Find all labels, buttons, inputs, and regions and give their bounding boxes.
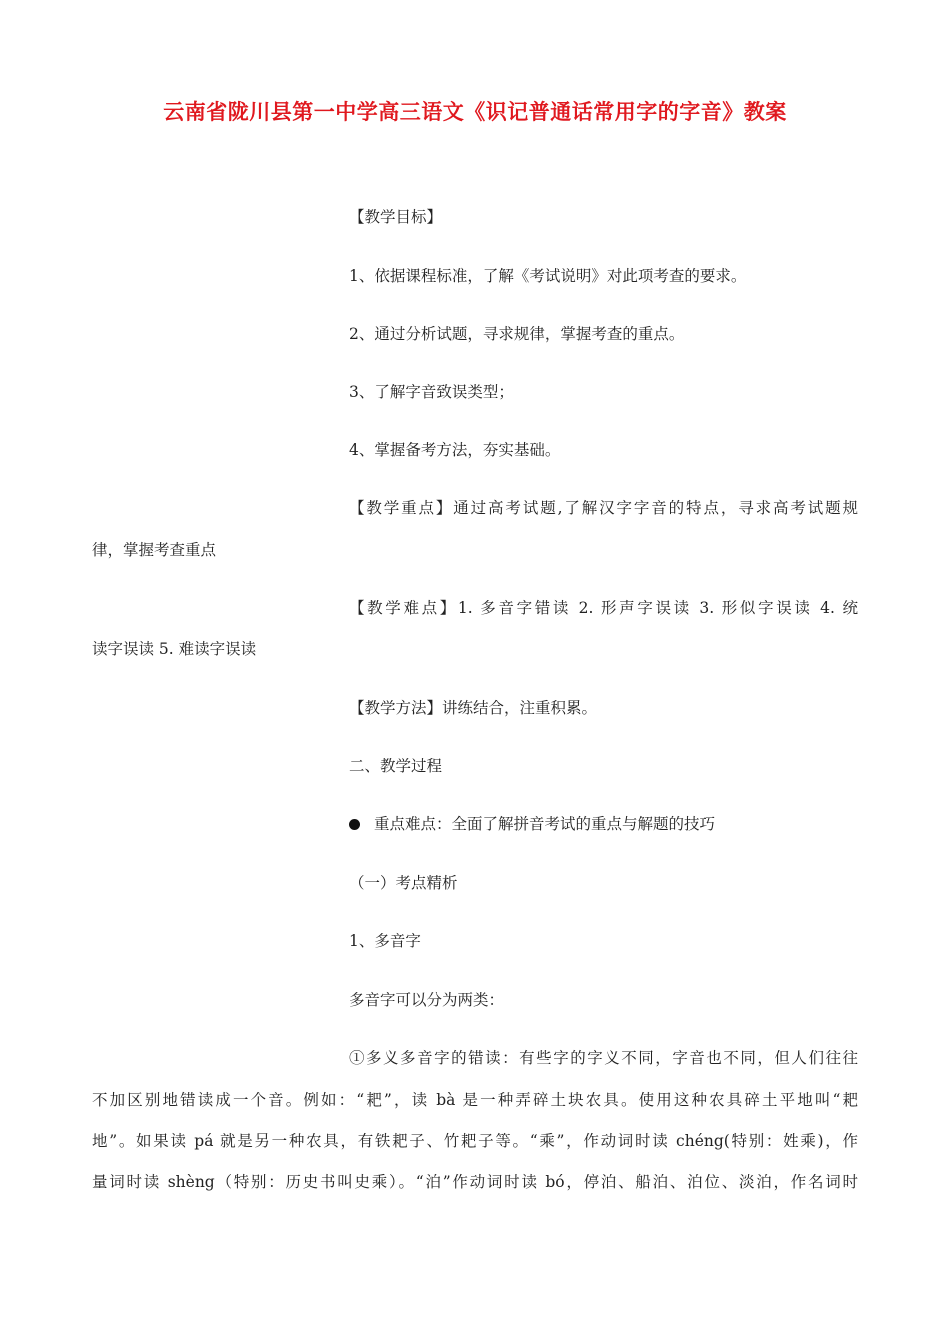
method-line: 【教学方法】讲练结合，注重积累。 [349,699,598,717]
objective-item: 3、了解字音致误类型； [349,383,514,401]
item-heading: 1、多音字 [349,932,421,950]
focus-text: 重点难点：全面了解拼音考试的重点与解题的技巧 [374,815,716,833]
objective-item: 4、掌握备考方法，夯实基础。 [349,441,561,459]
bullet-icon [349,819,360,830]
paragraph-line-1: ①多义多音字的错读：有些字的字义不同，字音也不同，但人们往往 [349,1049,858,1067]
difficulties-line-1: 【教学难点】1. 多音字错读 2. 形声字误读 3. 形似字误读 4. 统 [349,599,858,617]
key-points-line-1: 【教学重点】通过高考试题,了解汉字字音的特点，寻求高考试题规 [349,499,858,517]
objective-item: 2、通过分析试题，寻求规律，掌握考查的重点。 [349,325,685,343]
paragraph-line-3: 地”。如果读 pá 就是另一种农具，有铁耙子、竹耙子等。“乘”，作动词时读 chéng(特别：姓乘)，作 [92,1132,858,1150]
difficulties-line-2: 读字误读 5. 难读字误读 [92,640,257,658]
paragraph-line-4: 量词时读 shèng（特别：历史书叫史乘）。“泊”作动词时读 bó，停泊、船泊、泊位、淡泊，作名词时 [92,1173,858,1191]
process-heading: 二、教学过程 [349,757,443,775]
paragraph-line-2: 不加区别地错读成一个音。例如：“耙”，读 bà 是一种弄碎土块农具。使用这种农具碎土平地叫“耙 [92,1091,858,1109]
item-description: 多音字可以分为两类： [349,991,505,1009]
key-points-line-2: 律，掌握考查重点 [92,541,217,559]
objectives-heading: 【教学目标】 [349,208,443,226]
document-title: 云南省陇川县第一中学高三语文《识记普通话常用字的字音》教案 [163,99,787,124]
objective-item: 1、依据课程标准，了解《考试说明》对此项考查的要求。 [349,267,747,285]
section-heading: （一）考点精析 [349,874,458,892]
focus-line [349,814,715,834]
